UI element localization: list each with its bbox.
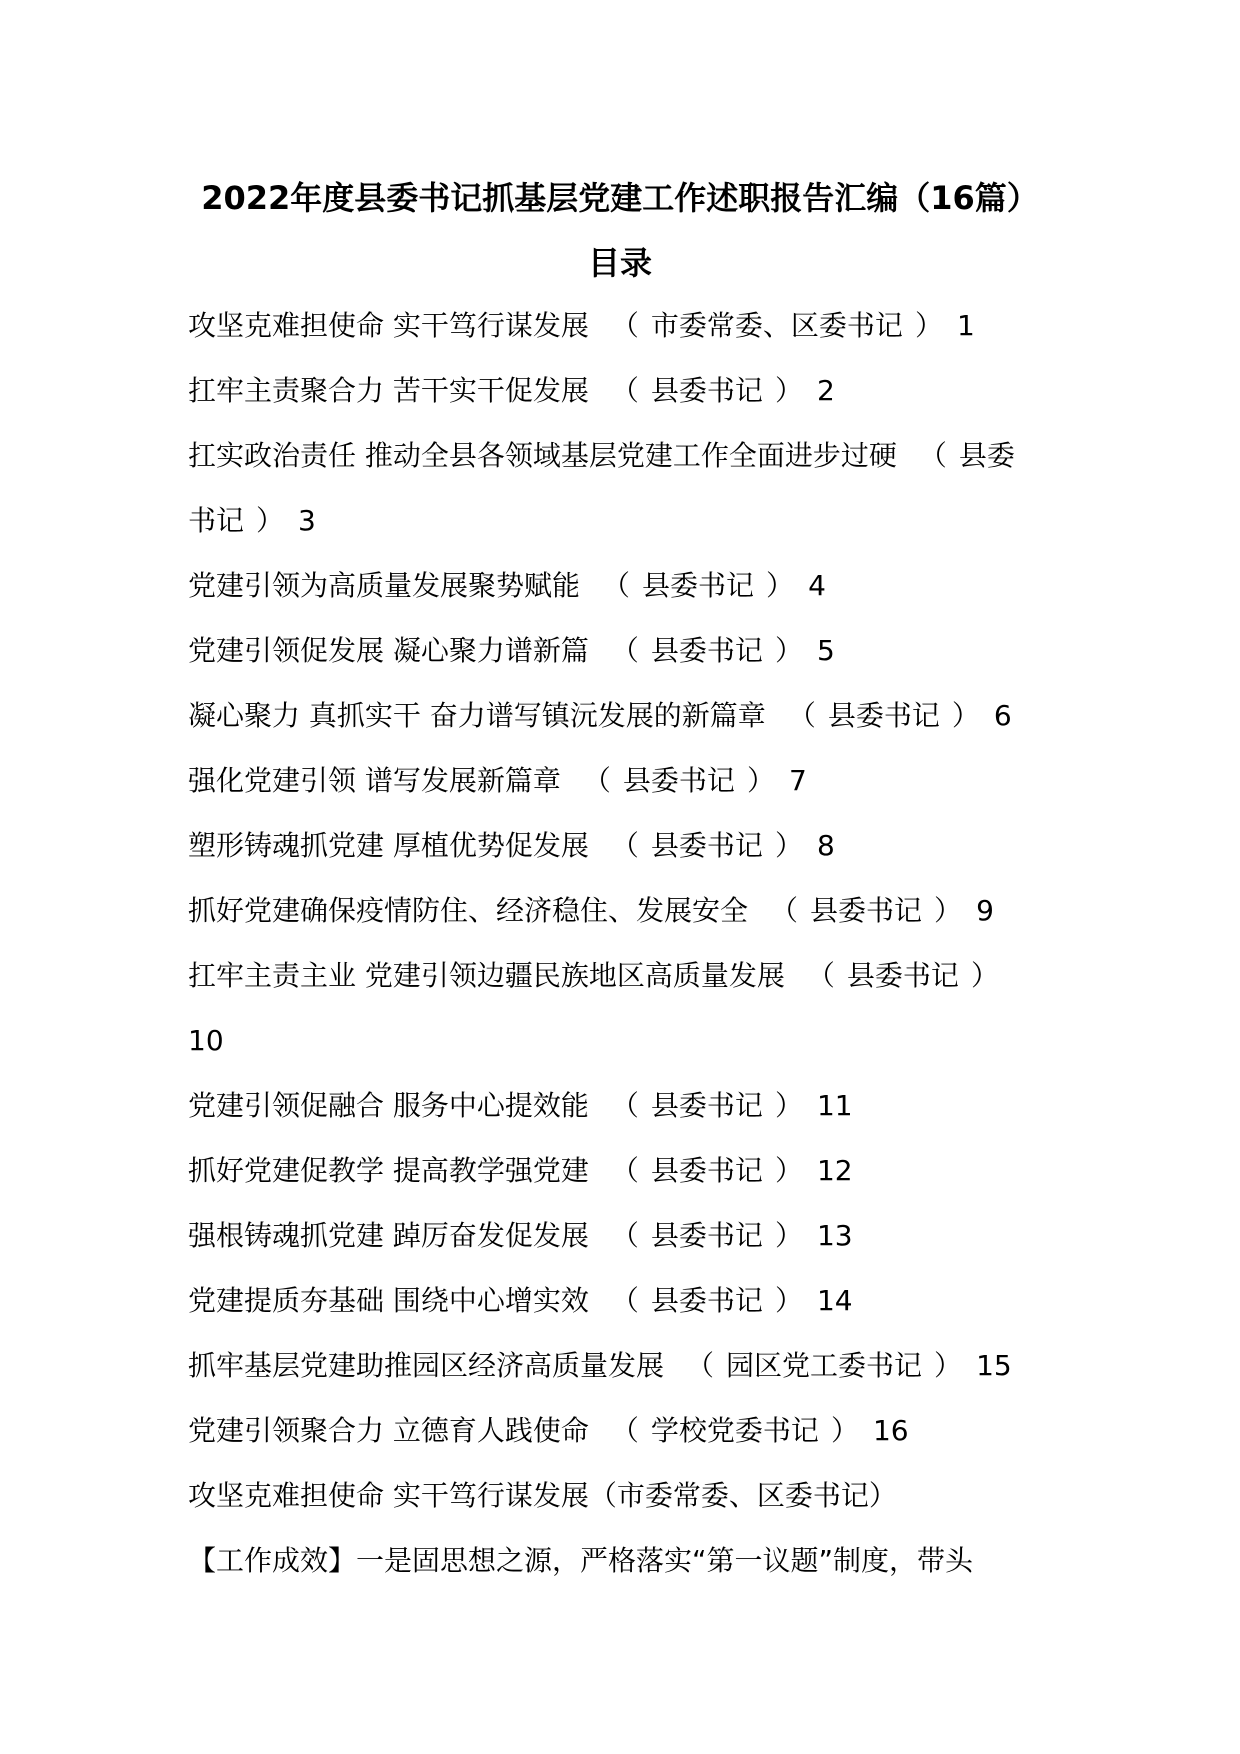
toc-entry-page: 14: [816, 1284, 853, 1317]
toc-entry-title: 抓好党建促教学 提高教学强党建: [188, 1154, 589, 1187]
toc-entry-title: 党建提质夯基础 围绕中心增实效: [188, 1284, 589, 1317]
toc-entry-author: 县委书记: [650, 829, 763, 862]
toc-entry-author: 县委书记: [827, 699, 940, 732]
toc-entry[interactable]: 塑形铸魂抓党建 厚植优势促发展 （ 县委书记 ） 8: [188, 829, 835, 862]
body-paragraph: 【工作成效】一是固思想之源，严格落实“第一议题”制度，带头: [188, 1544, 974, 1577]
toc-entry-author: 县委书记: [650, 374, 763, 407]
toc-entry[interactable]: 抓好党建确保疫情防住、经济稳住、发展安全 （ 县委书记 ） 9: [188, 894, 994, 927]
toc-entry[interactable]: 抓好党建促教学 提高教学强党建 （ 县委书记 ） 12: [188, 1154, 853, 1187]
toc-entry-page: 3: [298, 504, 316, 537]
toc-entry-title: 扛实政治责任 推动全县各领域基层党建工作全面进步过硬: [188, 439, 897, 472]
toc-entry-author: 县委书记: [650, 1089, 763, 1122]
toc-entry-title: 强根铸魂抓党建 踔厉奋发促发展: [188, 1219, 589, 1252]
toc-entry-title: 党建引领促发展 凝心聚力谱新篇: [188, 634, 589, 667]
toc-entry-page: 11: [816, 1089, 853, 1122]
toc-entry-continuation[interactable]: 书记 ） 3: [188, 504, 316, 537]
toc-entry-title: 抓牢基层党建助推园区经济高质量发展: [188, 1349, 665, 1382]
toc-entry[interactable]: 扛牢主责主业 党建引领边疆民族地区高质量发展 （ 县委书记 ）: [188, 959, 999, 992]
toc-entry-author: 市委常委、区委书记: [650, 309, 903, 342]
toc-entry[interactable]: 抓牢基层党建助推园区经济高质量发展 （ 园区党工委书记 ） 15: [188, 1349, 1012, 1382]
toc-entry-page: 8: [816, 829, 835, 862]
toc-entry-page: 1: [956, 309, 975, 342]
toc-entry[interactable]: 党建引领为高质量发展聚势赋能 （ 县委书记 ） 4: [188, 569, 826, 602]
toc-entry-page: 10: [188, 1024, 224, 1057]
toc-entry-author: 县委: [958, 439, 1015, 472]
toc-entry-page: 12: [816, 1154, 853, 1187]
toc-entry-author: 县委书记: [642, 569, 755, 602]
toc-entry-title: 抓好党建确保疫情防住、经济稳住、发展安全: [188, 894, 749, 927]
toc-entry-page: 7: [788, 764, 807, 797]
document-title: 2022年度县委书记抓基层党建工作述职报告汇编（16篇）: [201, 179, 1039, 217]
toc-entry[interactable]: 党建引领促融合 服务中心提效能 （ 县委书记 ） 11: [188, 1089, 853, 1122]
toc-entry[interactable]: 党建提质夯基础 围绕中心增实效 （ 县委书记 ） 14: [188, 1284, 853, 1317]
toc-entry[interactable]: 扛牢主责聚合力 苦干实干促发展 （ 县委书记 ） 2: [188, 374, 835, 407]
toc-entry-author: 县委书记: [846, 959, 959, 992]
toc-entry-page: 5: [816, 634, 835, 667]
toc-entry[interactable]: 强化党建引领 谱写发展新篇章 （ 县委书记 ） 7: [188, 764, 807, 797]
toc-entry[interactable]: 攻坚克难担使命 实干笃行谋发展 （ 市委常委、区委书记 ） 1: [188, 309, 975, 342]
toc-entry-title: 攻坚克难担使命 实干笃行谋发展: [188, 309, 589, 342]
toc-entry-title: 党建引领为高质量发展聚势赋能: [188, 569, 581, 602]
toc-entry-page: 13: [816, 1219, 853, 1252]
toc-entry-author: 县委书记: [650, 1154, 763, 1187]
toc-entry[interactable]: 扛实政治责任 推动全县各领域基层党建工作全面进步过硬 （ 县委: [188, 439, 1015, 472]
toc-entry-author: 园区党工委书记: [726, 1349, 923, 1382]
toc-entry-author: 县委书记: [650, 634, 763, 667]
toc-entry[interactable]: 党建引领聚合力 立德育人践使命 （ 学校党委书记 ） 16: [188, 1414, 909, 1447]
toc-entry-title: 党建引领促融合 服务中心提效能: [188, 1089, 589, 1122]
toc-entry-author: 县委书记: [622, 764, 735, 797]
toc-entry-page: 15: [976, 1349, 1012, 1382]
toc-entry-continuation[interactable]: [188, 1021, 1068, 1061]
toc-entry-author: 学校党委书记: [650, 1414, 819, 1447]
toc-entry-title: 党建引领聚合力 立德育人践使命: [188, 1414, 589, 1447]
toc-entry-title: 扛牢主责聚合力 苦干实干促发展: [188, 374, 589, 407]
toc-entry-page: 4: [808, 569, 826, 602]
toc-entry-page: 16: [872, 1414, 909, 1447]
toc-entry-author: 县委书记: [810, 894, 923, 927]
section-heading: 攻坚克难担使命 实干笃行谋发展（市委常委、区委书记）: [188, 1479, 897, 1512]
toc-entry-title: 强化党建引领 谱写发展新篇章: [188, 764, 561, 797]
toc-entry[interactable]: 强根铸魂抓党建 踔厉奋发促发展 （ 县委书记 ） 13: [188, 1219, 853, 1252]
toc-entry-title: 凝心聚力 真抓实干 奋力谱写镇沅发展的新篇章: [188, 699, 766, 732]
toc-entry-author: 县委书记: [650, 1219, 763, 1252]
toc-entry-page: 9: [976, 894, 994, 927]
toc-entry-author: 县委书记: [650, 1284, 763, 1317]
toc-entry[interactable]: 党建引领促发展 凝心聚力谱新篇 （ 县委书记 ） 5: [188, 634, 835, 667]
toc-entry-page: 6: [993, 699, 1012, 732]
toc-entry-page: 2: [816, 374, 835, 407]
toc-entry[interactable]: 凝心聚力 真抓实干 奋力谱写镇沅发展的新篇章 （ 县委书记 ） 6: [188, 699, 1012, 732]
toc-entry-title: 塑形铸魂抓党建 厚植优势促发展: [188, 829, 589, 862]
toc-entry-title: 扛牢主责主业 党建引领边疆民族地区高质量发展: [188, 959, 785, 992]
toc-heading: 目录: [587, 244, 652, 282]
toc-entry-author: 书记: [188, 504, 245, 537]
